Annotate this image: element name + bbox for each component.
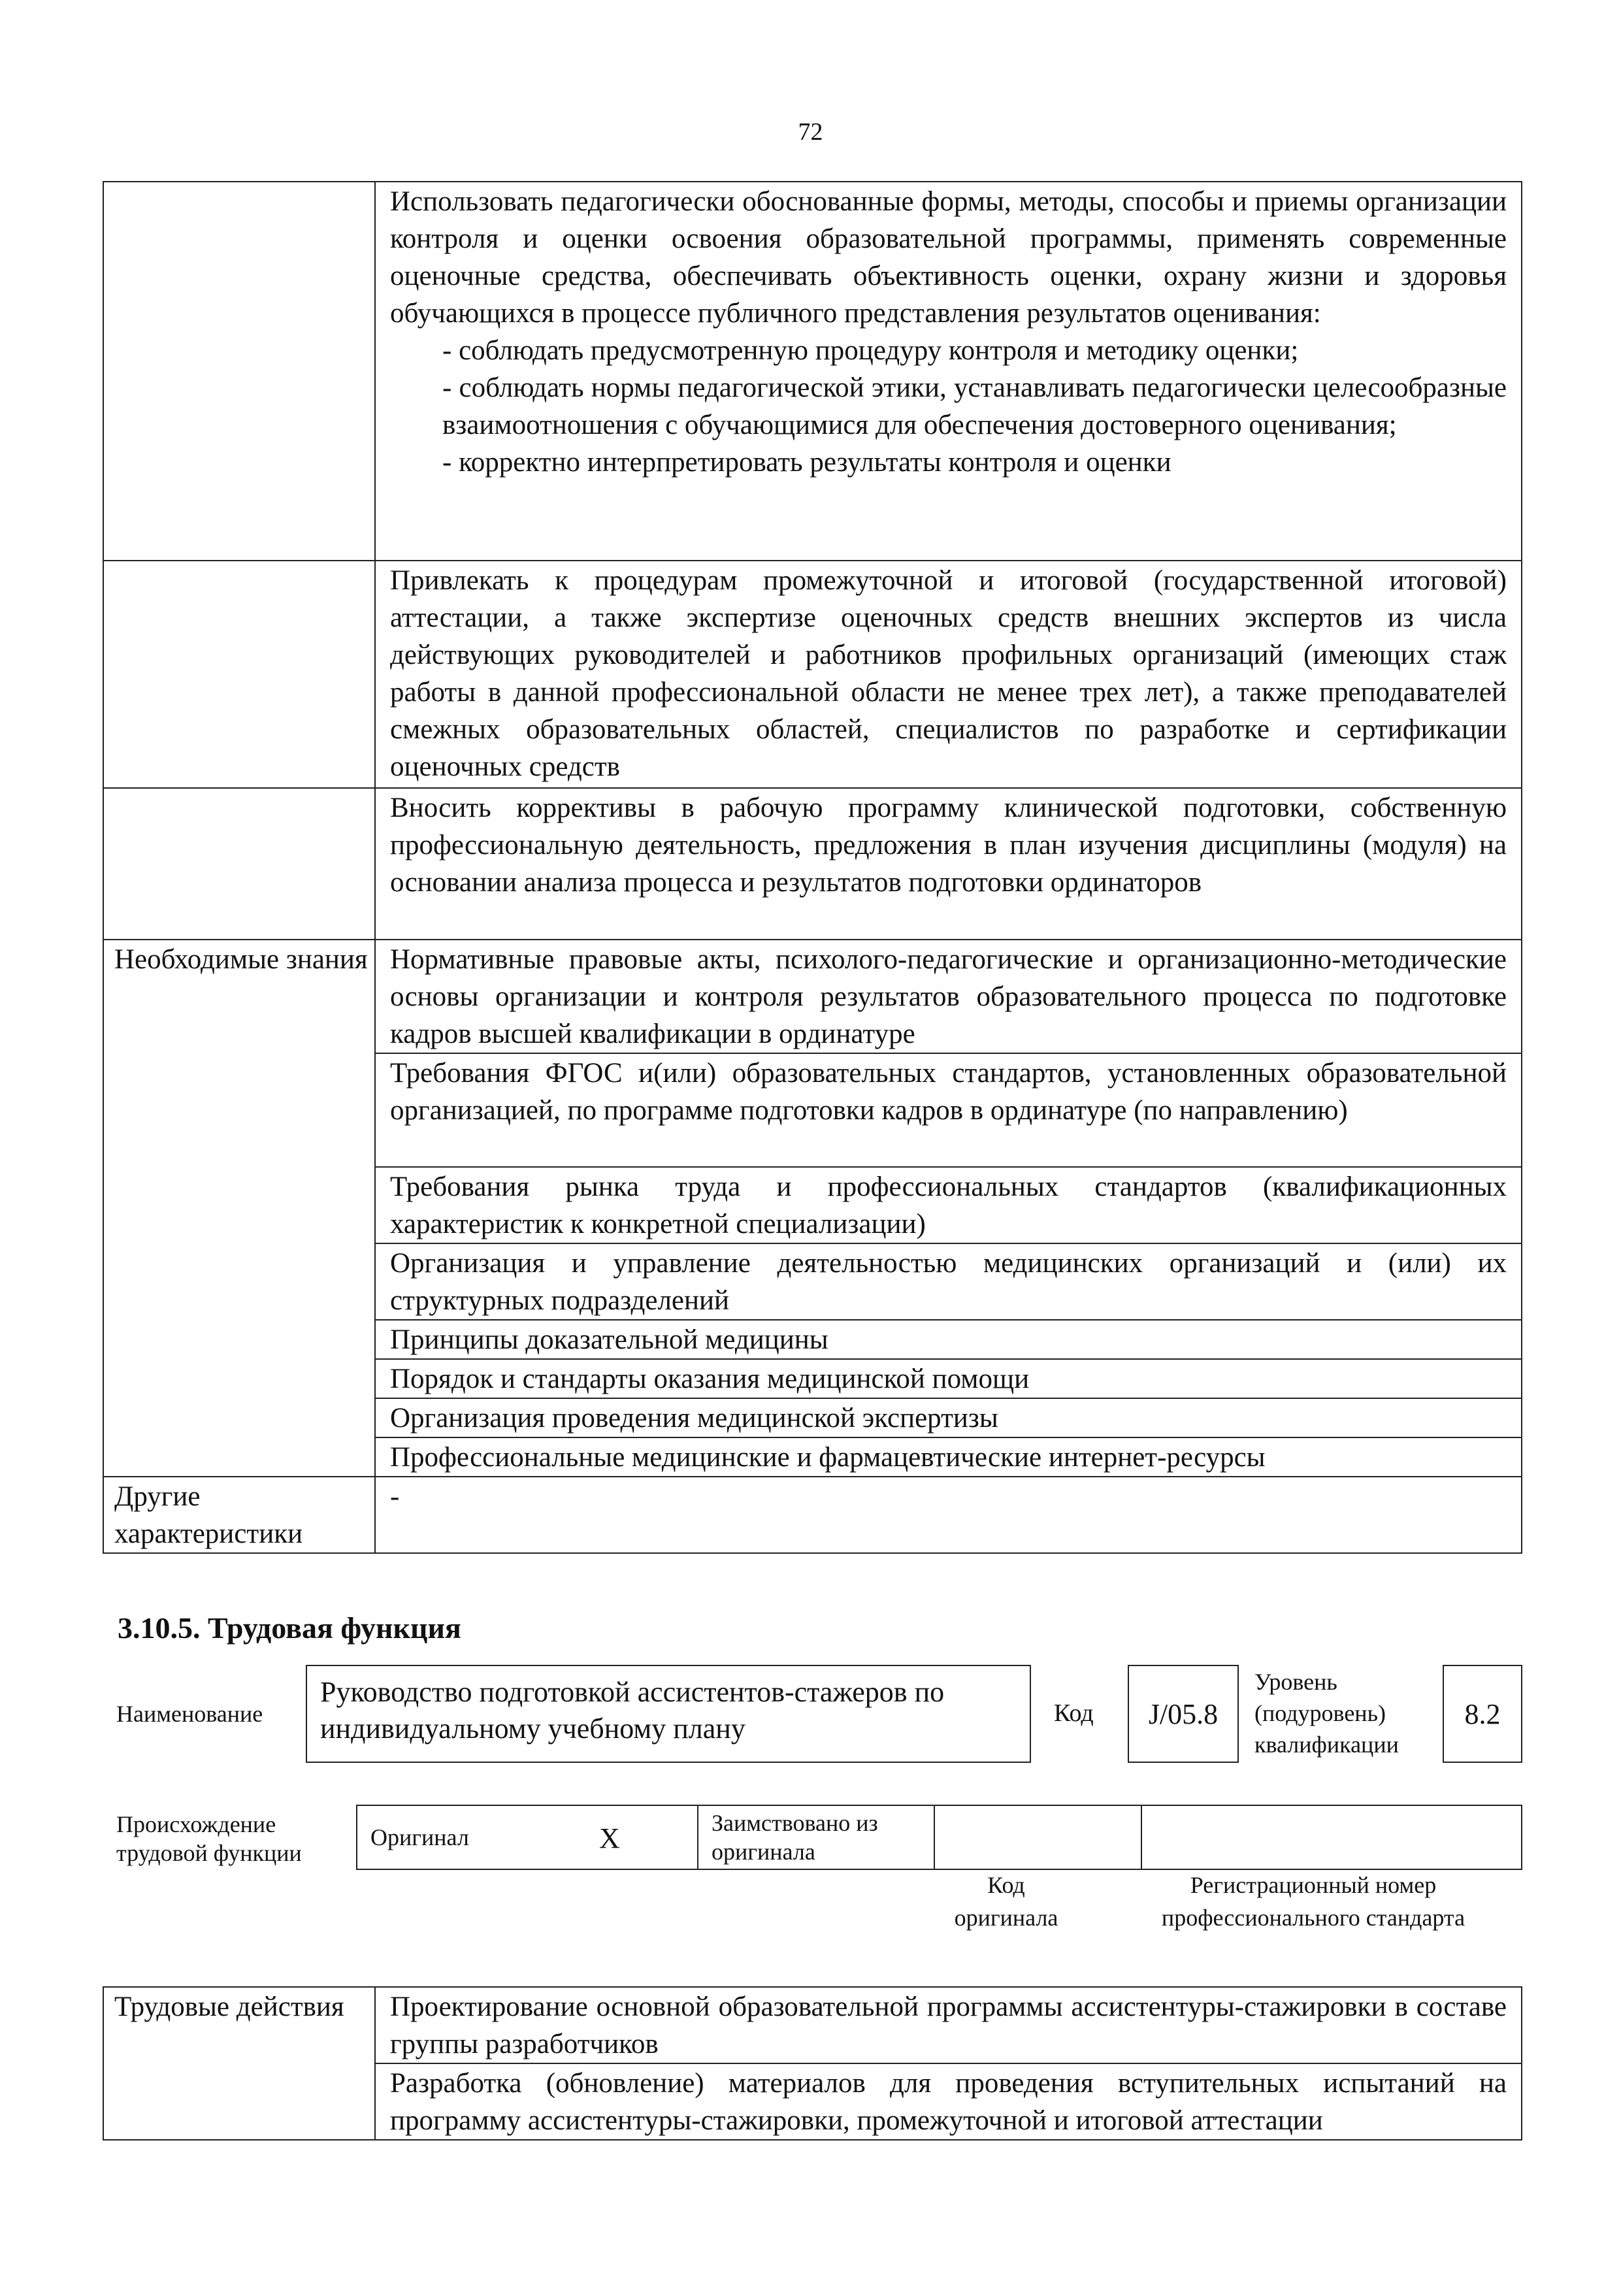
knowledge-item: Требования рынка труда и профессиональных стандартов (квалификационных характеристик к конкретной специализации): [375, 1167, 1522, 1243]
table-row: [103, 940, 1522, 1053]
level-label-line: (подуровень): [1254, 1700, 1386, 1726]
code-value-box: J/05.8: [1128, 1665, 1239, 1763]
labor-actions-label: Трудовые действия: [103, 1987, 375, 2140]
labor-action-item: Проектирование основной образовательной программы ассистентуры-стажировки в составе группы разработчиков: [375, 1987, 1522, 2063]
skills-cell: [375, 182, 1522, 561]
origin-label-line: трудовой функции: [116, 1840, 302, 1866]
skills-cell: Привлекать к процедурам промежуточной и итоговой (государственной итоговой) аттестации, а также экспертизе оценочных средств внешних экспертов из числа действующих руководителей и работников профильных организаций (имеющих стаж работы в данной профессиональной области не менее трех лет), а также преподавателей смежных образовательных областей, специалистов по разработке и сертификации оценочных средств: [375, 561, 1522, 788]
knowledge-label: Необходимые знания: [103, 940, 375, 1477]
function-name-box: Руководство подготовкой ассистентов-стажеров по индивидуальному учебному плану: [306, 1665, 1031, 1763]
borrowed-cell: [698, 1805, 934, 1869]
knowledge-item: Организация проведения медицинской экспертизы: [375, 1398, 1522, 1437]
original-label: Оригинал: [370, 1824, 469, 1850]
table-row: [103, 1987, 1522, 2063]
caption-line: Код: [987, 1872, 1025, 1898]
page-number: 72: [798, 118, 823, 146]
labor-action-item: Разработка (обновление) материалов для проведения вступительных испытаний на программу ассистентуры-стажировки, промежуточной и итоговой аттестации: [375, 2063, 1522, 2140]
other-characteristics-label: Другие характеристики: [103, 1477, 375, 1553]
registration-number-caption: [1104, 1869, 1522, 1934]
table-row: [357, 1805, 1522, 1869]
table-row: [103, 788, 1522, 940]
caption-line: Регистрационный номер: [1190, 1872, 1437, 1898]
skills-cell: Вносить коррективы в рабочую программу клинической подготовки, собственную профессиональную деятельность, предложения в план изучения дисциплины (модуля) на основании анализа процесса и результатов подготовки ординаторов: [375, 788, 1522, 940]
knowledge-item: Нормативные правовые акты, психолого-педагогические и организационно-методические основы организации и контроля результатов образовательного процесса по подготовке кадров высшей квалификации в ординатуре: [375, 940, 1522, 1053]
table-row: [103, 182, 1522, 561]
borrowed-label-line: оригинала: [712, 1839, 815, 1865]
caption-line: оригинала: [954, 1905, 1058, 1931]
other-characteristics-value: -: [375, 1477, 1522, 1553]
name-label: Наименование: [116, 1701, 263, 1727]
skills-intro: Использовать педагогически обоснованные формы, методы, способы и приемы организации контроля и оценки освоения образовательной программы, применять современные оценочные средства, обеспечивать объективность оценки, охрану жизни и здоровья обучающихся в процессе публичного представления результатов оценивания:: [390, 186, 1507, 329]
original-code-cell: [934, 1805, 1141, 1869]
knowledge-item: Требования ФГОС и(или) образовательных стандартов, установленных образовательной организацией, по программе подготовки кадров в ординатуре (по направлению): [375, 1053, 1522, 1167]
code-label: Код: [1054, 1699, 1094, 1727]
origin-table: [356, 1805, 1522, 1870]
registration-number-cell: [1141, 1805, 1522, 1869]
borrowed-label-line: Заимствовано из: [712, 1810, 878, 1836]
knowledge-item: Профессиональные медицинские и фармацевтические интернет-ресурсы: [375, 1437, 1522, 1477]
table-row: [103, 1477, 1522, 1553]
section-title: 3.10.5. Трудовая функция: [118, 1611, 461, 1645]
level-label-line: квалификации: [1254, 1731, 1399, 1758]
level-value-box: 8.2: [1443, 1665, 1522, 1763]
knowledge-item: Принципы доказательной медицины: [375, 1320, 1522, 1359]
origin-label-line: Происхождение: [116, 1811, 276, 1837]
labor-actions-table: [103, 1986, 1522, 2140]
knowledge-item: Организация и управление деятельностью медицинских организаций и (или) их структурных подразделений: [375, 1243, 1522, 1320]
origin-label: [116, 1810, 302, 1867]
skills-knowledge-table: [103, 181, 1522, 1554]
level-label-line: Уровень: [1254, 1669, 1337, 1695]
skills-bullet: - корректно интерпретировать результаты контроля и оценки: [442, 447, 1171, 478]
knowledge-item: Порядок и стандарты оказания медицинской помощи: [375, 1359, 1522, 1398]
empty-label-cell: [103, 182, 375, 561]
original-cell: [357, 1805, 698, 1869]
empty-label-cell: [103, 561, 375, 788]
skills-bullet: - соблюдать нормы педагогической этики, устанавливать педагогически целесообразные взаимоотношения с обучающимися для обеспечения достоверного оценивания;: [442, 372, 1507, 440]
caption-line: профессионального стандарта: [1161, 1905, 1465, 1931]
table-row: [103, 561, 1522, 788]
skills-bullet: - соблюдать предусмотренную процедуру контроля и методику оценки;: [442, 335, 1299, 366]
level-label: [1254, 1666, 1399, 1760]
original-mark: X: [599, 1822, 620, 1854]
original-code-caption: [908, 1869, 1104, 1934]
empty-label-cell: [103, 788, 375, 940]
